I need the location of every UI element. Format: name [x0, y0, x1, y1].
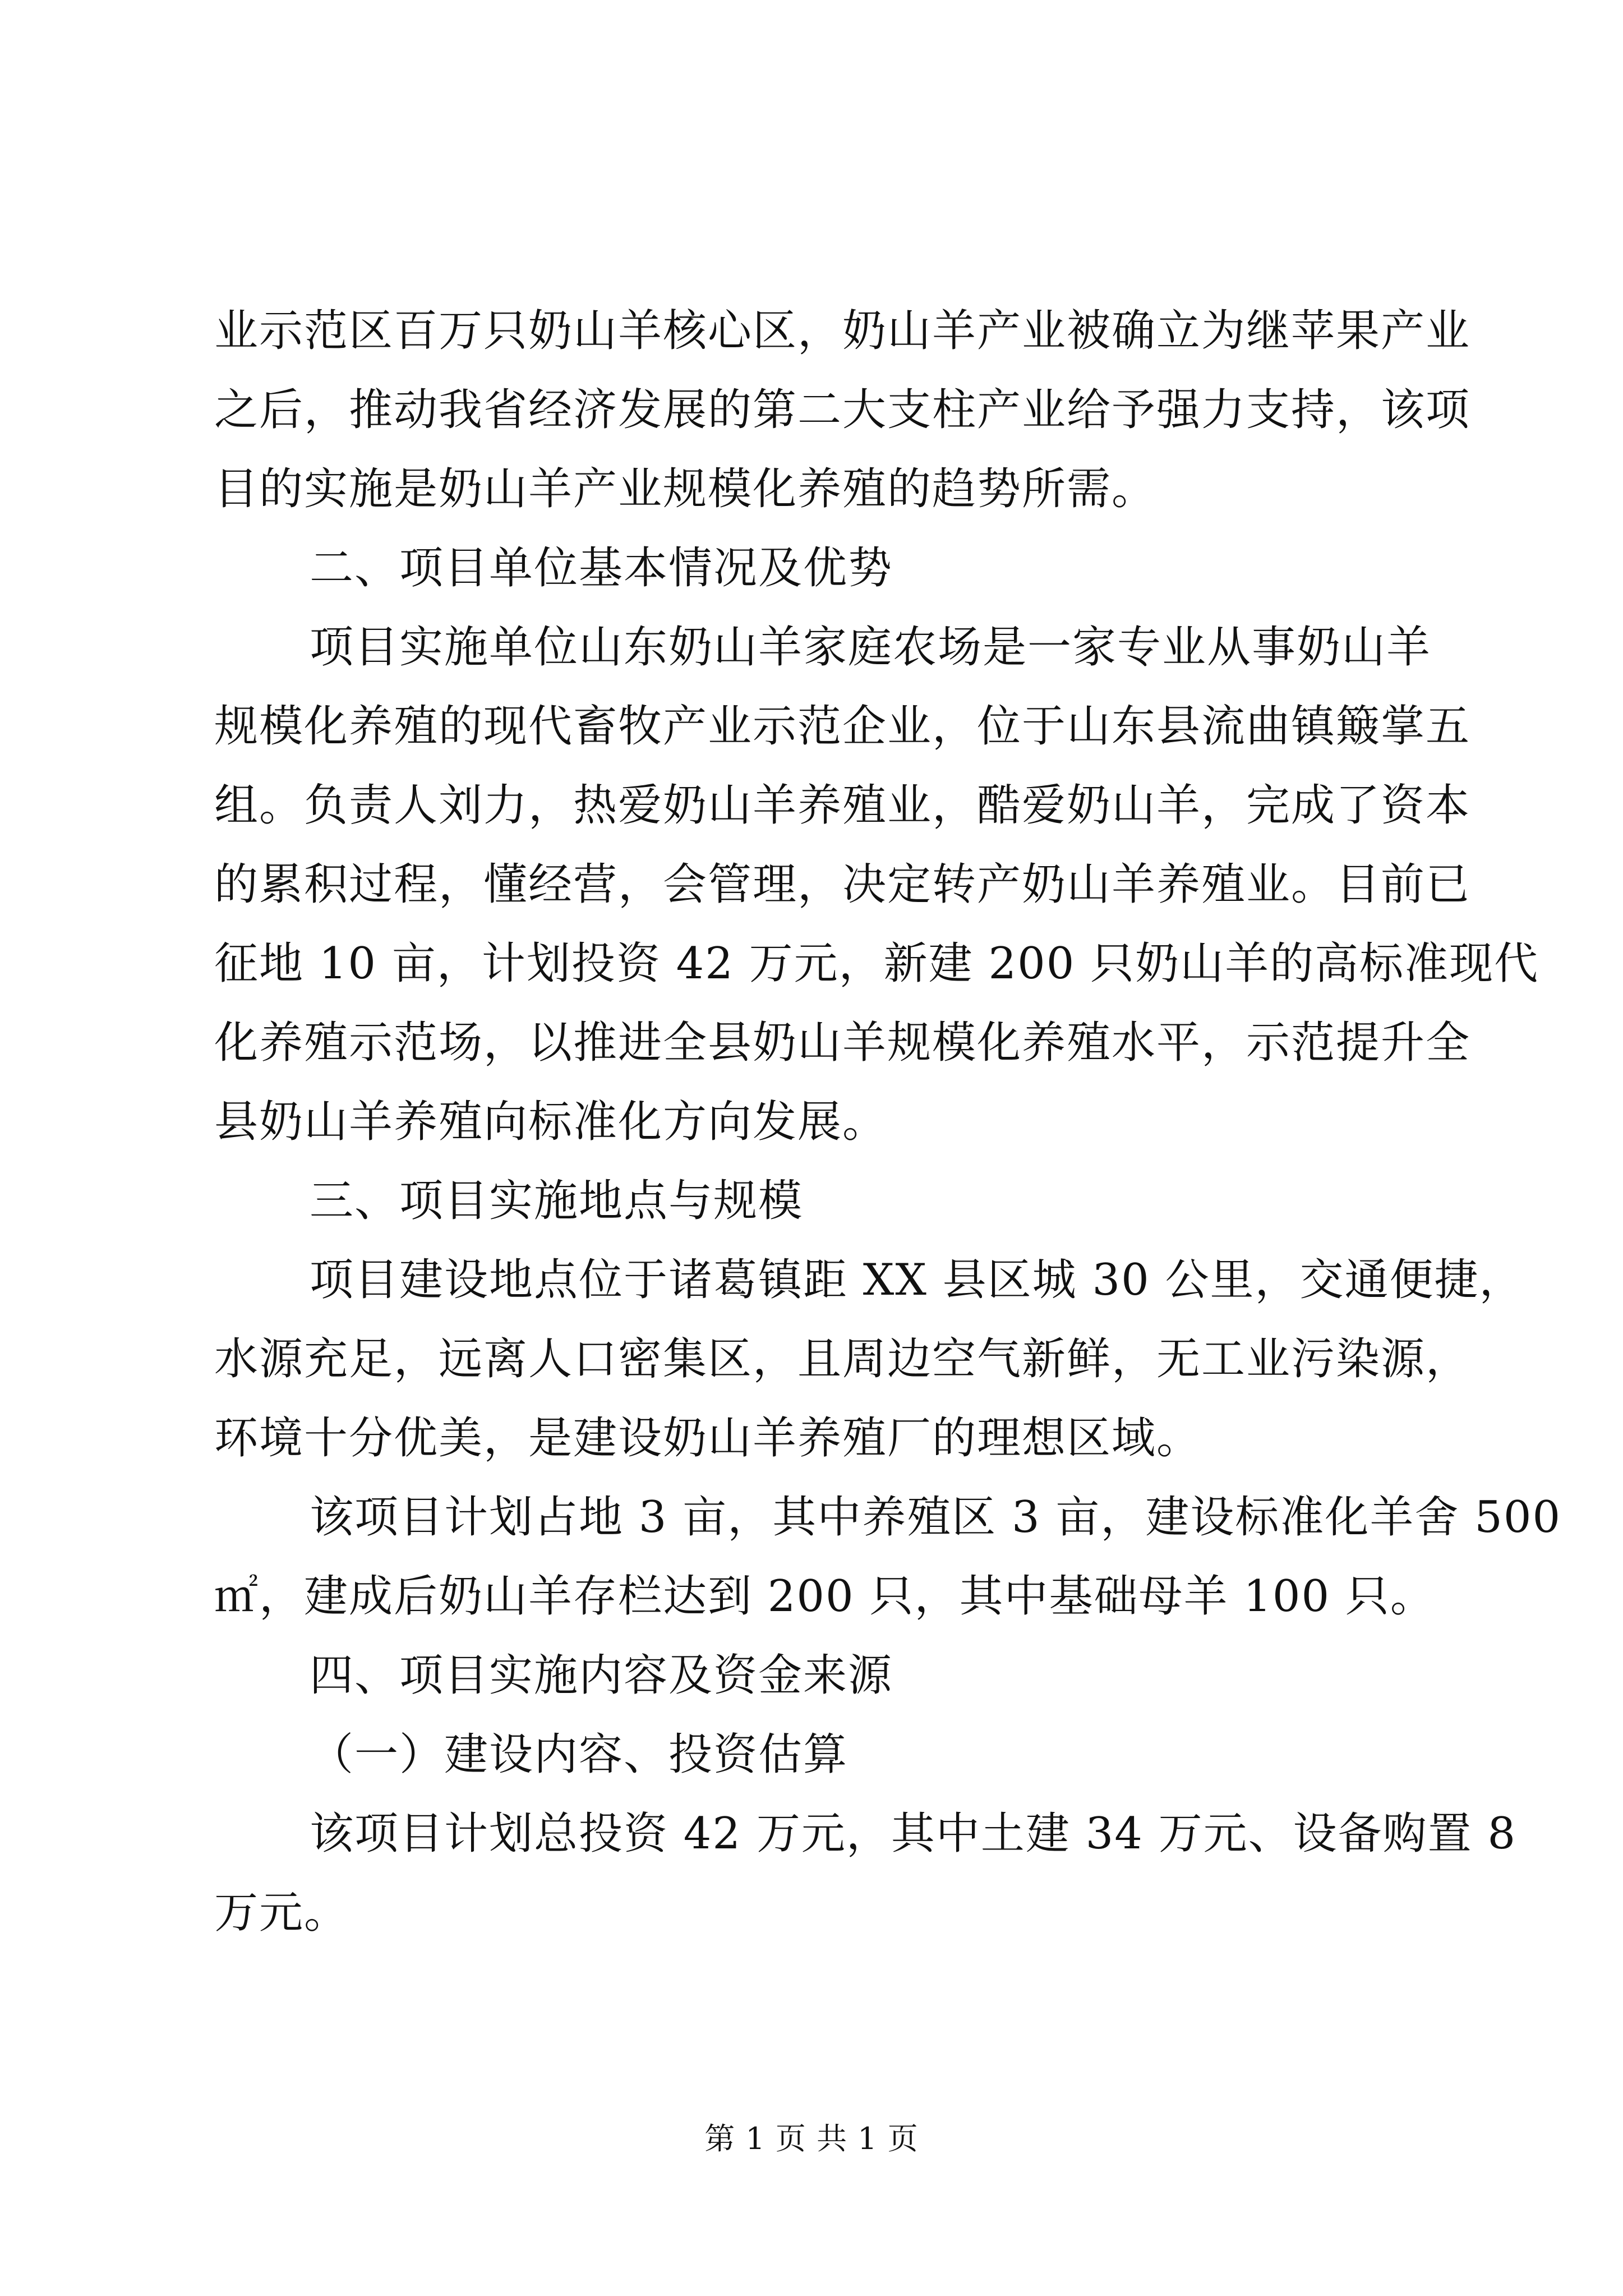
body-line: 目的实施是奶山羊产业规模化养殖的趋势所需。	[214, 464, 1157, 514]
body-line: 项目实施单位山东奶山羊家庭农场是一家专业从事奶山羊	[310, 622, 1432, 673]
body-line: 环境十分优美，是建设奶山羊养殖厂的理想区域。	[214, 1413, 1202, 1464]
body-line: 的累积过程，懂经营，会管理，决定转产奶山羊养殖业。目前已	[214, 859, 1471, 910]
body-line: 规模化养殖的现代畜牧产业示范企业，位于山东县流曲镇簸掌五	[214, 701, 1471, 752]
body-line: 水源充足，远离人口密集区，且周边空气新鲜，无工业污染源，	[214, 1334, 1471, 1384]
body-line: 业示范区百万只奶山羊核心区，奶山羊产业被确立为继苹果产业	[214, 306, 1471, 356]
body-line: 之后，推动我省经济发展的第二大支柱产业给予强力支持，该项	[214, 385, 1471, 435]
body-line: 万元。	[214, 1888, 349, 1938]
body-line: ㎡，建成后奶山羊存栏达到 200 只，其中基础母羊 100 只。	[214, 1571, 1435, 1622]
body-line: 化养殖示范场，以推进全县奶山羊规模化养殖水平，示范提升全	[214, 1018, 1471, 1068]
subsection-heading: （一）建设内容、投资估算	[310, 1729, 849, 1780]
body-line: 项目建设地点位于诸葛镇距 XX 县区城 30 公里，交通便捷，	[310, 1255, 1524, 1305]
document-body	[214, 292, 1562, 1953]
body-line: 该项目计划总投资 42 万元，其中土建 34 万元、设备购置 8	[310, 1809, 1517, 1859]
body-line: 征地 10 亩，计划投资 42 万元，新建 200 只奶山羊的高标准现代	[214, 938, 1539, 989]
body-line: 组。负责人刘力，热爱奶山羊养殖业，酷爱奶山羊，完成了资本	[214, 780, 1471, 831]
page-footer: 第 1 页 共 1 页	[704, 2121, 919, 2156]
section-heading: 三、项目实施地点与规模	[310, 1176, 804, 1226]
section-heading: 二、项目单位基本情况及优势	[310, 543, 893, 593]
body-line: 县奶山羊养殖向标准化方向发展。	[214, 1097, 888, 1147]
body-line: 该项目计划占地 3 亩，其中养殖区 3 亩，建设标准化羊舍 500	[310, 1492, 1562, 1543]
section-heading: 四、项目实施内容及资金来源	[310, 1650, 893, 1701]
